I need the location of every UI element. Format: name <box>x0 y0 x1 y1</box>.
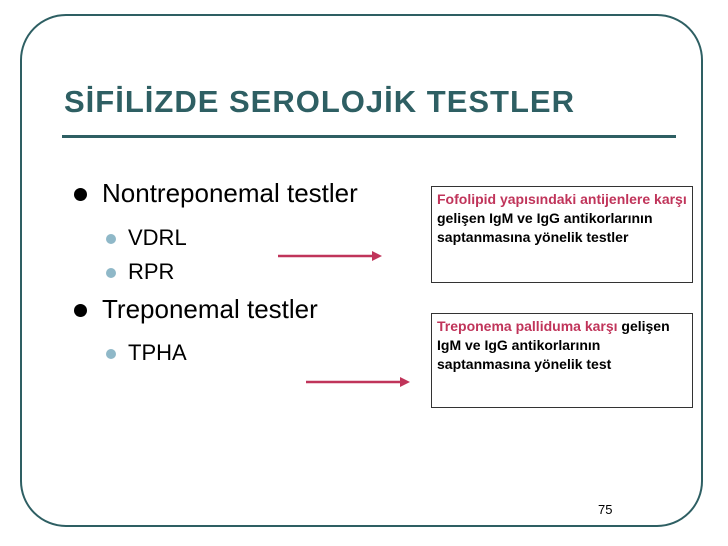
title-underline <box>62 135 676 138</box>
bullet-dot-icon <box>74 188 87 201</box>
page-number: 75 <box>598 502 613 517</box>
right-arrow-icon <box>276 248 386 264</box>
info-body-text: gelişen IgM ve IgG antikorlarının saptanmasına yönelik test <box>437 318 670 372</box>
info-box-treponemal <box>431 313 693 408</box>
bullet-treponemal <box>102 294 318 325</box>
slide-title: SİFİLİZDE SEROLOJİK TESTLER <box>64 84 575 119</box>
bullet-label: TPHA <box>128 340 187 365</box>
info-body-text: gelişen IgM ve IgG antikorlarının saptanmasına yönelik testler <box>437 210 653 245</box>
right-arrow-icon <box>304 374 414 390</box>
bullet-vdrl <box>128 225 187 251</box>
bullet-label: VDRL <box>128 225 187 250</box>
bullet-label: RPR <box>128 259 175 284</box>
bullet-label: Nontreponemal testler <box>102 178 358 208</box>
bullet-tpha <box>128 340 187 366</box>
info-box-nontreponemal <box>431 186 693 283</box>
sub-bullet-dot-icon <box>106 268 116 278</box>
sub-bullet-dot-icon <box>106 234 116 244</box>
bullet-dot-icon <box>74 304 87 317</box>
bullet-rpr <box>128 259 174 285</box>
bullet-label: Treponemal testler <box>102 294 318 324</box>
bullet-nontreponemal <box>102 178 358 209</box>
info-highlight-text: Fofolipid yapısındaki antijenlere karşı <box>437 191 687 207</box>
sub-bullet-dot-icon <box>106 349 116 359</box>
info-highlight-text: Treponema palliduma karşı <box>437 318 618 334</box>
